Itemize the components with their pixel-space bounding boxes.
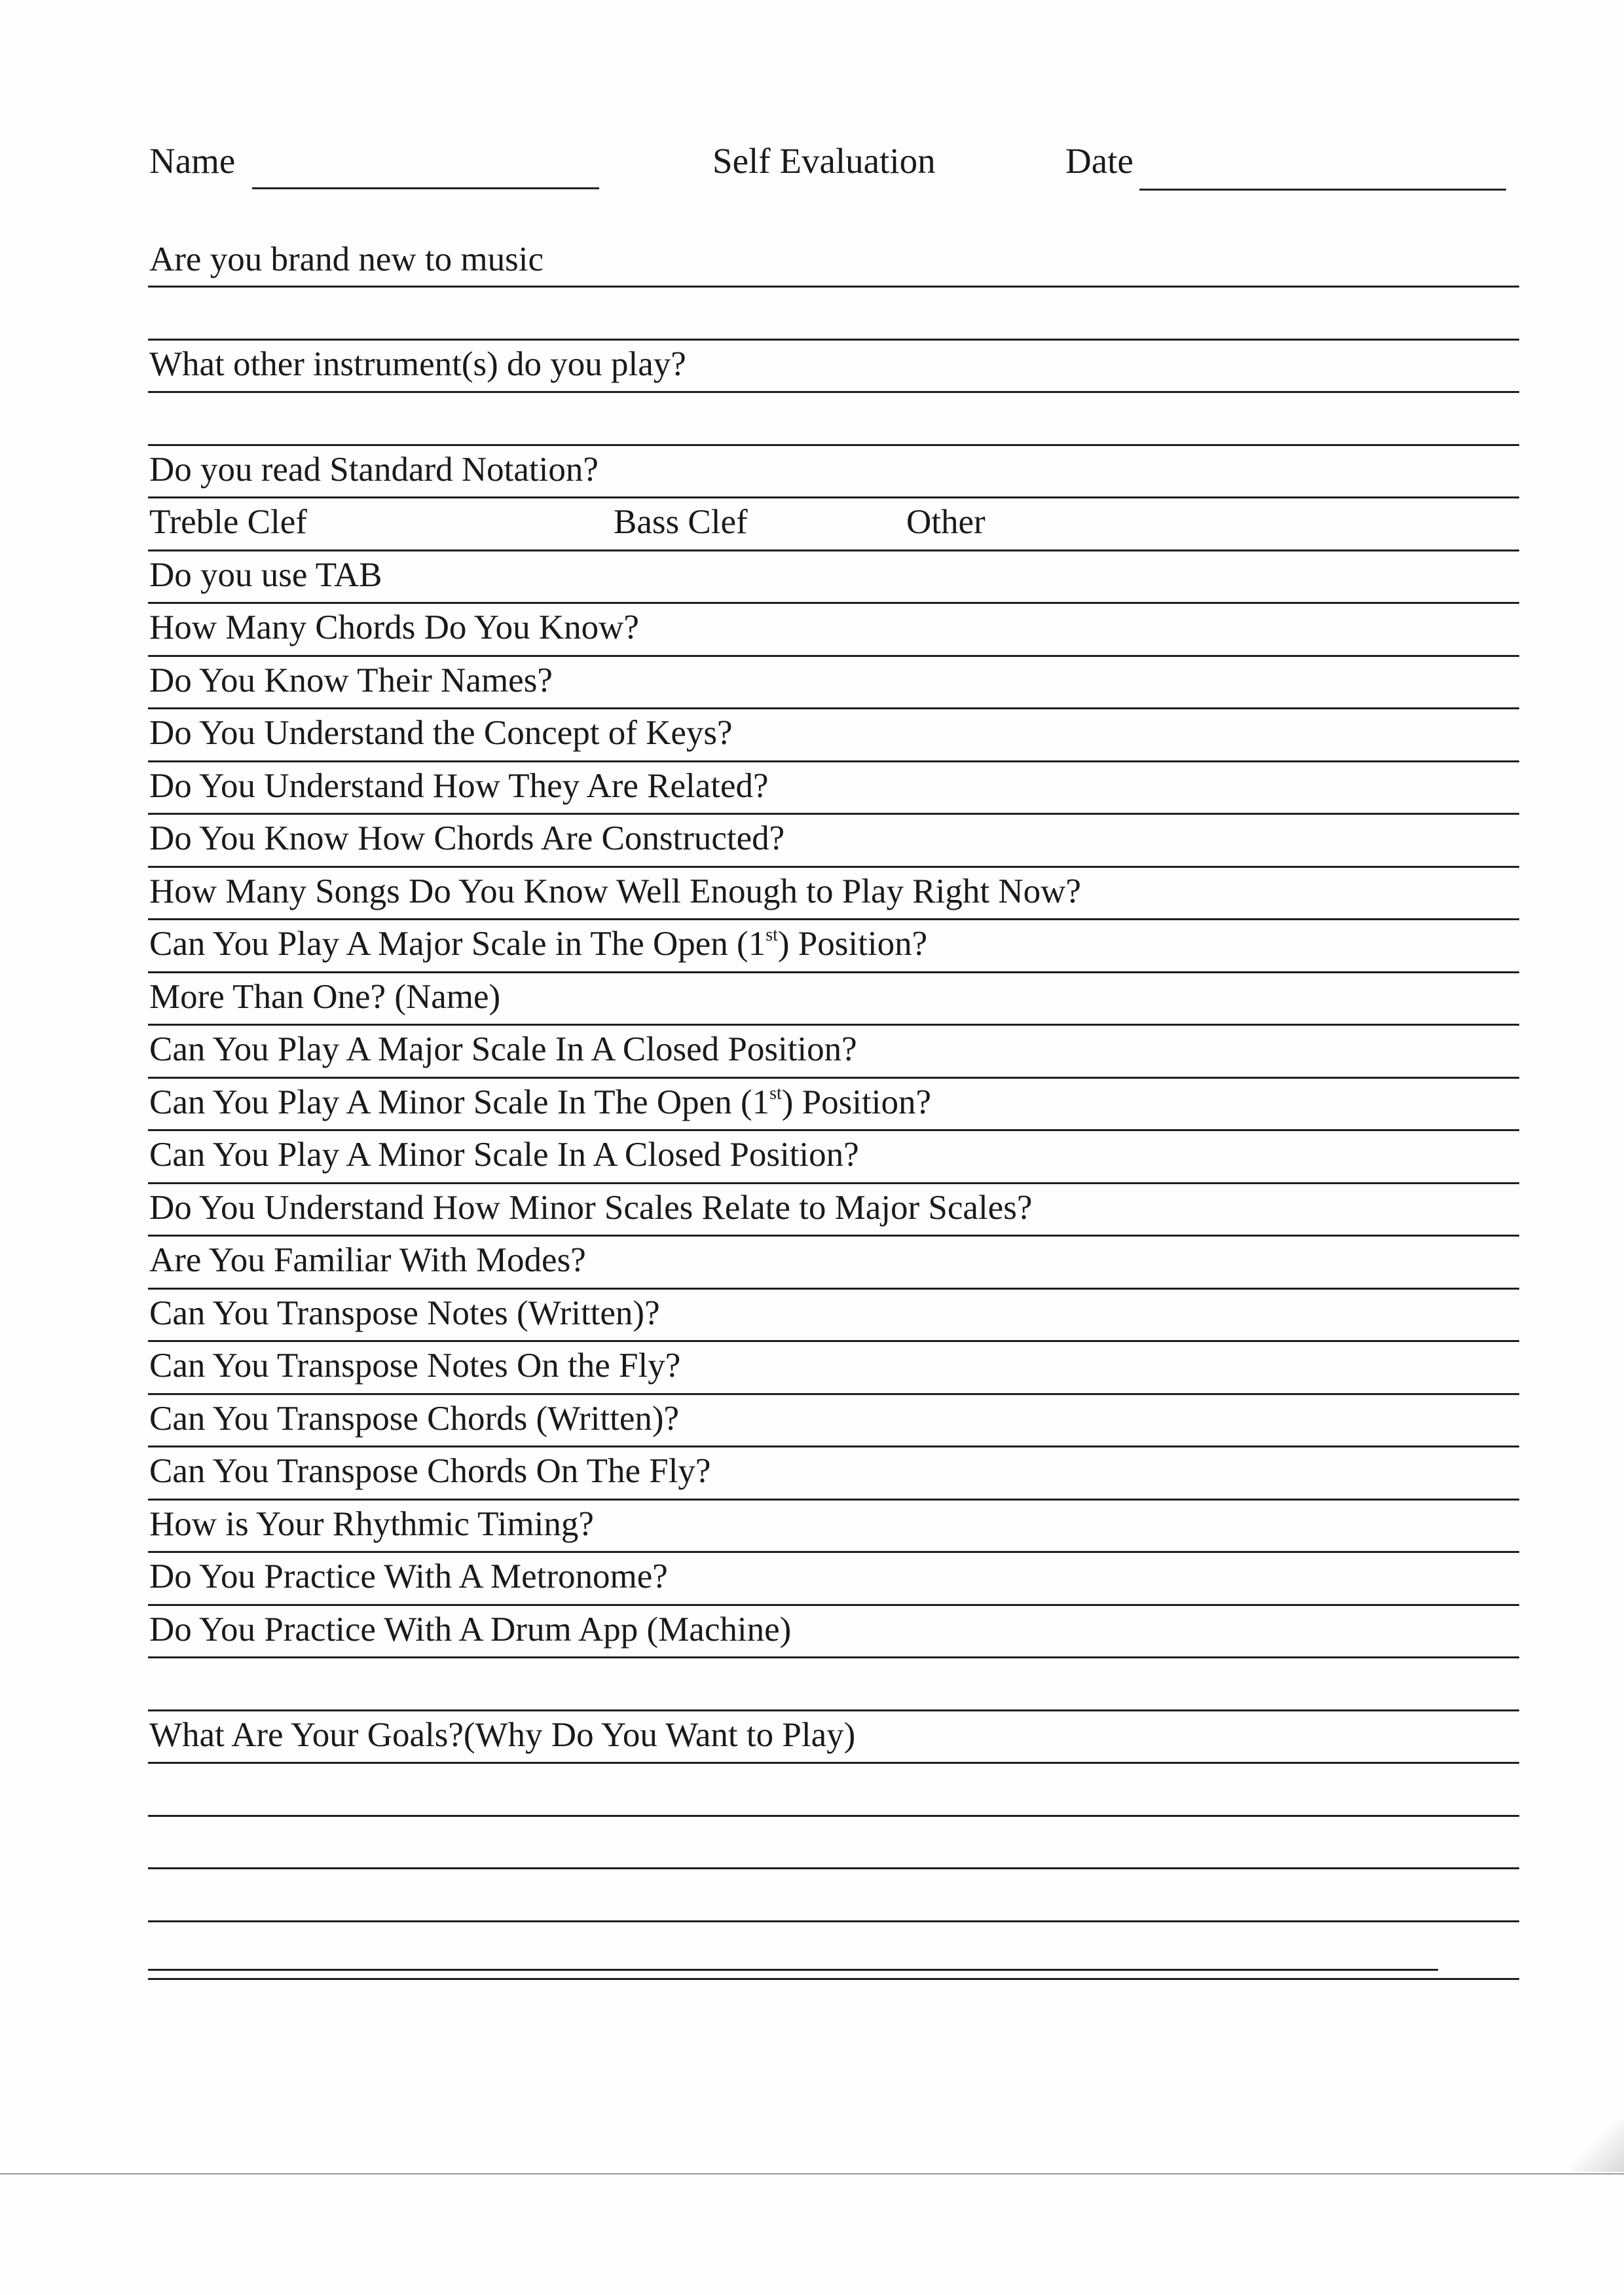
answer-line[interactable] bbox=[148, 1604, 1519, 1606]
question-transpose-notes-fly: Can You Transpose Notes On the Fly? bbox=[149, 1347, 681, 1385]
answer-line[interactable] bbox=[148, 391, 1519, 393]
answer-line[interactable] bbox=[148, 707, 1519, 709]
question-rhythmic-timing: How is Your Rhythmic Timing? bbox=[149, 1505, 594, 1543]
question-goals: What Are Your Goals?(Why Do You Want to Play) bbox=[149, 1716, 856, 1754]
answer-line[interactable] bbox=[148, 1978, 1519, 1980]
question-major-scale-open: Can You Play A Major Scale in The Open (1st) Position? bbox=[149, 925, 928, 963]
answer-line[interactable] bbox=[148, 1288, 1519, 1290]
answer-line[interactable] bbox=[148, 918, 1519, 920]
answer-line[interactable] bbox=[148, 1077, 1519, 1079]
answer-line[interactable] bbox=[148, 1235, 1519, 1237]
question-more-than-one: More Than One? (Name) bbox=[149, 978, 501, 1016]
question-minor-scale-closed: Can You Play A Minor Scale In A Closed Position? bbox=[149, 1136, 859, 1174]
question-chords-constructed: Do You Know How Chords Are Constructed? bbox=[149, 819, 785, 857]
option-bass-clef: Bass Clef bbox=[614, 503, 748, 541]
answer-line[interactable] bbox=[148, 1182, 1519, 1184]
answer-line[interactable] bbox=[148, 866, 1519, 868]
answer-line[interactable] bbox=[148, 1129, 1519, 1131]
answer-line[interactable] bbox=[148, 971, 1519, 973]
answer-line[interactable] bbox=[148, 1920, 1519, 1922]
question-concept-of-keys: Do You Understand the Concept of Keys? bbox=[149, 714, 733, 752]
name-field[interactable] bbox=[252, 187, 599, 189]
answer-line[interactable] bbox=[148, 602, 1519, 604]
answer-line[interactable] bbox=[148, 286, 1519, 288]
question-know-names: Do You Know Their Names? bbox=[149, 662, 553, 700]
answer-line[interactable] bbox=[148, 1709, 1519, 1711]
name-label: Name bbox=[149, 141, 236, 181]
answer-line[interactable] bbox=[148, 1762, 1519, 1764]
question-transpose-chords-fly: Can You Transpose Chords On The Fly? bbox=[149, 1452, 711, 1490]
question-keys-related: Do You Understand How They Are Related? bbox=[149, 767, 769, 805]
answer-line[interactable] bbox=[148, 1024, 1519, 1026]
answer-line[interactable] bbox=[148, 496, 1519, 498]
question-transpose-notes-written: Can You Transpose Notes (Written)? bbox=[149, 1294, 660, 1332]
answer-line[interactable] bbox=[148, 339, 1519, 341]
answer-line[interactable] bbox=[148, 1499, 1519, 1501]
answer-line[interactable] bbox=[148, 1393, 1519, 1395]
answer-line[interactable] bbox=[148, 1551, 1519, 1553]
question-other-instruments: What other instrument(s) do you play? bbox=[149, 345, 686, 383]
question-minor-major-relation: Do You Understand How Minor Scales Relate to Major Scales? bbox=[149, 1189, 1033, 1227]
question-songs-known: How Many Songs Do You Know Well Enough to Play Right Now? bbox=[149, 872, 1081, 910]
answer-line[interactable] bbox=[148, 1340, 1519, 1342]
question-standard-notation: Do you read Standard Notation? bbox=[149, 451, 599, 489]
date-label: Date bbox=[1065, 141, 1134, 181]
answer-line[interactable] bbox=[148, 1446, 1519, 1447]
answer-line[interactable] bbox=[148, 760, 1519, 762]
date-field[interactable] bbox=[1139, 189, 1506, 191]
answer-line[interactable] bbox=[148, 550, 1519, 551]
question-drum-app: Do You Practice With A Drum App (Machine) bbox=[149, 1611, 792, 1649]
question-major-scale-closed: Can You Play A Major Scale In A Closed Position? bbox=[149, 1030, 857, 1068]
answer-line[interactable] bbox=[148, 813, 1519, 815]
answer-line[interactable] bbox=[148, 1969, 1438, 1971]
answer-line[interactable] bbox=[148, 655, 1519, 657]
question-modes: Are You Familiar With Modes? bbox=[149, 1241, 586, 1279]
question-transpose-chords-written: Can You Transpose Chords (Written)? bbox=[149, 1400, 680, 1438]
question-metronome: Do You Practice With A Metronome? bbox=[149, 1558, 668, 1595]
page-corner-shadow bbox=[1572, 2119, 1624, 2172]
answer-line[interactable] bbox=[148, 444, 1519, 446]
form-title: Self Evaluation bbox=[712, 141, 936, 181]
question-use-tab: Do you use TAB bbox=[149, 556, 382, 594]
answer-line[interactable] bbox=[148, 1867, 1519, 1869]
answer-line[interactable] bbox=[148, 1815, 1519, 1817]
page-bottom-edge bbox=[0, 2173, 1624, 2174]
question-brand-new: Are you brand new to music bbox=[149, 240, 544, 278]
option-treble-clef: Treble Clef bbox=[149, 503, 307, 541]
answer-line[interactable] bbox=[148, 1656, 1519, 1658]
question-minor-scale-open: Can You Play A Minor Scale In The Open (1st) Position? bbox=[149, 1083, 931, 1121]
option-other: Other bbox=[906, 503, 986, 541]
question-how-many-chords: How Many Chords Do You Know? bbox=[149, 608, 639, 646]
